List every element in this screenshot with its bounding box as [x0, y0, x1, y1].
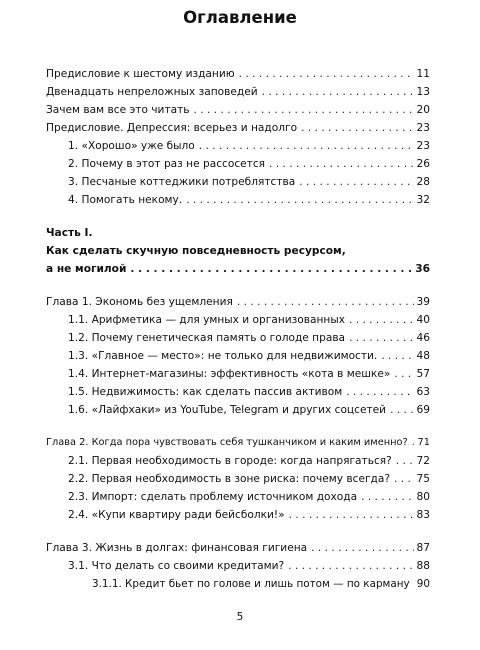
- toc-entry-1-5: [68, 383, 430, 401]
- toc-entry-page: 36: [415, 263, 430, 275]
- toc-entry-title: 1.5. Недвижимость: как сделать пассив активом: [68, 386, 343, 398]
- toc-entry-1-6: [68, 401, 430, 419]
- toc-entry-title: 2.3. Импорт: сделать проблему источником дохода: [68, 491, 358, 503]
- toc-entry-page: 46: [416, 332, 430, 344]
- toc-entry-title: Зачем вам все это читать: [46, 104, 190, 116]
- toc-entry-page: 26: [416, 158, 430, 170]
- toc-entry-preface-4: [68, 191, 430, 209]
- toc-entry-title: 2.2. Первая необходимость в зоне риска: почему всегда?: [68, 473, 390, 485]
- toc-entry-title: 3. Песчаные коттеджики потреблятства: [68, 176, 296, 188]
- leader-dots: [390, 401, 413, 419]
- toc-entry-preface-1: [68, 137, 430, 155]
- toc-entry-title: Двенадцать непреложных заповедей: [46, 86, 258, 98]
- toc-entry-page: 11: [416, 68, 430, 80]
- toc-entry-title: 1. «Хорошо» уже было: [68, 140, 195, 152]
- toc-entry-2-2: [68, 470, 430, 488]
- toc-entry-twelve-commandments: [46, 83, 430, 101]
- toc-entry-3-1-1: [92, 575, 430, 593]
- leader-dots: [237, 293, 414, 311]
- leader-dots: [381, 347, 413, 365]
- leader-dots: [394, 365, 413, 383]
- toc-entry-2-4: [68, 506, 430, 524]
- toc-entry-2-1: [68, 452, 430, 470]
- toc-entry-page: 32: [416, 194, 430, 206]
- toc-entry-title: 1.4. Интернет-магазины: эффективность «кота в мешке»: [68, 368, 391, 380]
- toc-entry-2-3: [68, 488, 430, 506]
- toc-entry-title: Предисловие. Депрессия: всерьез и надолго: [46, 122, 298, 134]
- toc-entry-title: 1.2. Почему генетическая память о голоде права: [68, 332, 346, 344]
- leader-dots: [349, 311, 414, 329]
- leader-dots: [301, 119, 413, 137]
- toc-entry-title: 3.1.1. Кредит бьет по голове и лишь потом — по карману: [92, 578, 410, 590]
- toc-entry-1-3: [68, 347, 430, 365]
- toc-entry-title: Предисловие к шестому изданию: [46, 68, 235, 80]
- toc-entry-title: 1.6. «Лайфхаки» из YouTube, Telegram и других соцсетей: [68, 404, 387, 416]
- toc-entry-page: 23: [416, 140, 430, 152]
- toc-entry-preface-6th-edition: [46, 65, 430, 83]
- toc-entry-page: 75: [416, 473, 430, 485]
- toc-entry-page: 13: [416, 86, 430, 98]
- leader-dots: [346, 383, 413, 401]
- toc-entry-page: 48: [416, 350, 430, 362]
- part-title-line1: Как сделать скучную повседневность ресурсом,: [46, 245, 346, 257]
- toc-entry-page: 71: [417, 437, 430, 448]
- toc-entry-preface-depression: [46, 119, 430, 137]
- toc-entry-title: 2. Почему в этот раз не рассосется: [68, 158, 266, 170]
- leader-dots: [289, 506, 414, 524]
- part-label: Часть I.: [46, 227, 93, 239]
- toc-entry-page: 40: [416, 314, 430, 326]
- toc-entry-why-read: [46, 101, 430, 119]
- toc-entry-title: 1.1. Арифметика — для умных и организованных: [68, 314, 345, 326]
- toc-entry-page: 28: [416, 176, 430, 188]
- toc-entry-1-1: [68, 311, 430, 329]
- toc-entry-page: 88: [416, 560, 430, 572]
- leader-dots: [269, 155, 413, 173]
- toc-entry-title: а не могилой: [46, 263, 127, 275]
- toc-entry-page: 63: [416, 386, 430, 398]
- toc-entry-chapter3: [46, 539, 430, 557]
- toc-entry-title: Глава 2. Когда пора чувствовать себя тушканчиком и каким именно?: [46, 437, 408, 448]
- leader-dots: [311, 539, 413, 557]
- toc-entry-page: 69: [416, 404, 430, 416]
- toc-entry-1-2: [68, 329, 430, 347]
- toc-entry-chapter2: [46, 434, 430, 452]
- toc-entry-page: 23: [416, 122, 430, 134]
- leader-dots: [194, 101, 414, 119]
- leader-dots: [239, 65, 414, 83]
- leader-dots: [396, 452, 414, 470]
- leader-dots: [130, 260, 412, 278]
- toc-entry-page: 39: [416, 296, 430, 308]
- toc-entry-title: Глава 3. Жизнь в долгах: финансовая гигиена: [46, 542, 308, 554]
- leader-dots: [299, 173, 413, 191]
- toc-entry-chapter1: [46, 293, 430, 311]
- toc-entry-preface-2: [68, 155, 430, 173]
- toc-entry-1-4: [68, 365, 430, 383]
- leader-dots: [199, 137, 414, 155]
- toc-entry-page: 72: [416, 455, 430, 467]
- leader-dots: [186, 191, 413, 209]
- toc-entry-title: 2.4. «Купи квартиру ради бейсболки!»: [68, 509, 285, 521]
- toc-entry-preface-3: [68, 173, 430, 191]
- toc-entry-title: 3.1. Что делать со своими кредитами?: [68, 560, 285, 572]
- leader-dots: [262, 83, 414, 101]
- toc-entry-part1: [46, 260, 430, 278]
- leader-dots: [361, 488, 413, 506]
- toc-entry-page: 83: [416, 509, 430, 521]
- leader-dots: [349, 329, 413, 347]
- leader-dots: [412, 434, 415, 452]
- leader-dots: [394, 470, 414, 488]
- toc-entry-page: 80: [416, 491, 430, 503]
- leader-dots: [288, 557, 413, 575]
- toc-entry-page: 57: [416, 368, 430, 380]
- toc-entry-title: 1.3. «Главное — место»: не только для недвижимости.: [68, 350, 378, 362]
- toc-entry-page: 87: [416, 542, 430, 554]
- toc-entry-page: 90: [416, 578, 430, 590]
- toc-entry-3-1: [68, 557, 430, 575]
- toc-entry-title: 2.1. Первая необходимость в городе: когда напрягаться?: [68, 455, 392, 467]
- toc-entry-title: Глава 1. Экономь без ущемления: [46, 296, 233, 308]
- toc-entry-page: 20: [416, 104, 430, 116]
- toc-title: Оглавление: [183, 8, 297, 27]
- page-number: 5: [236, 611, 244, 623]
- toc-entry-title: 4. Помогать некому.: [68, 194, 183, 206]
